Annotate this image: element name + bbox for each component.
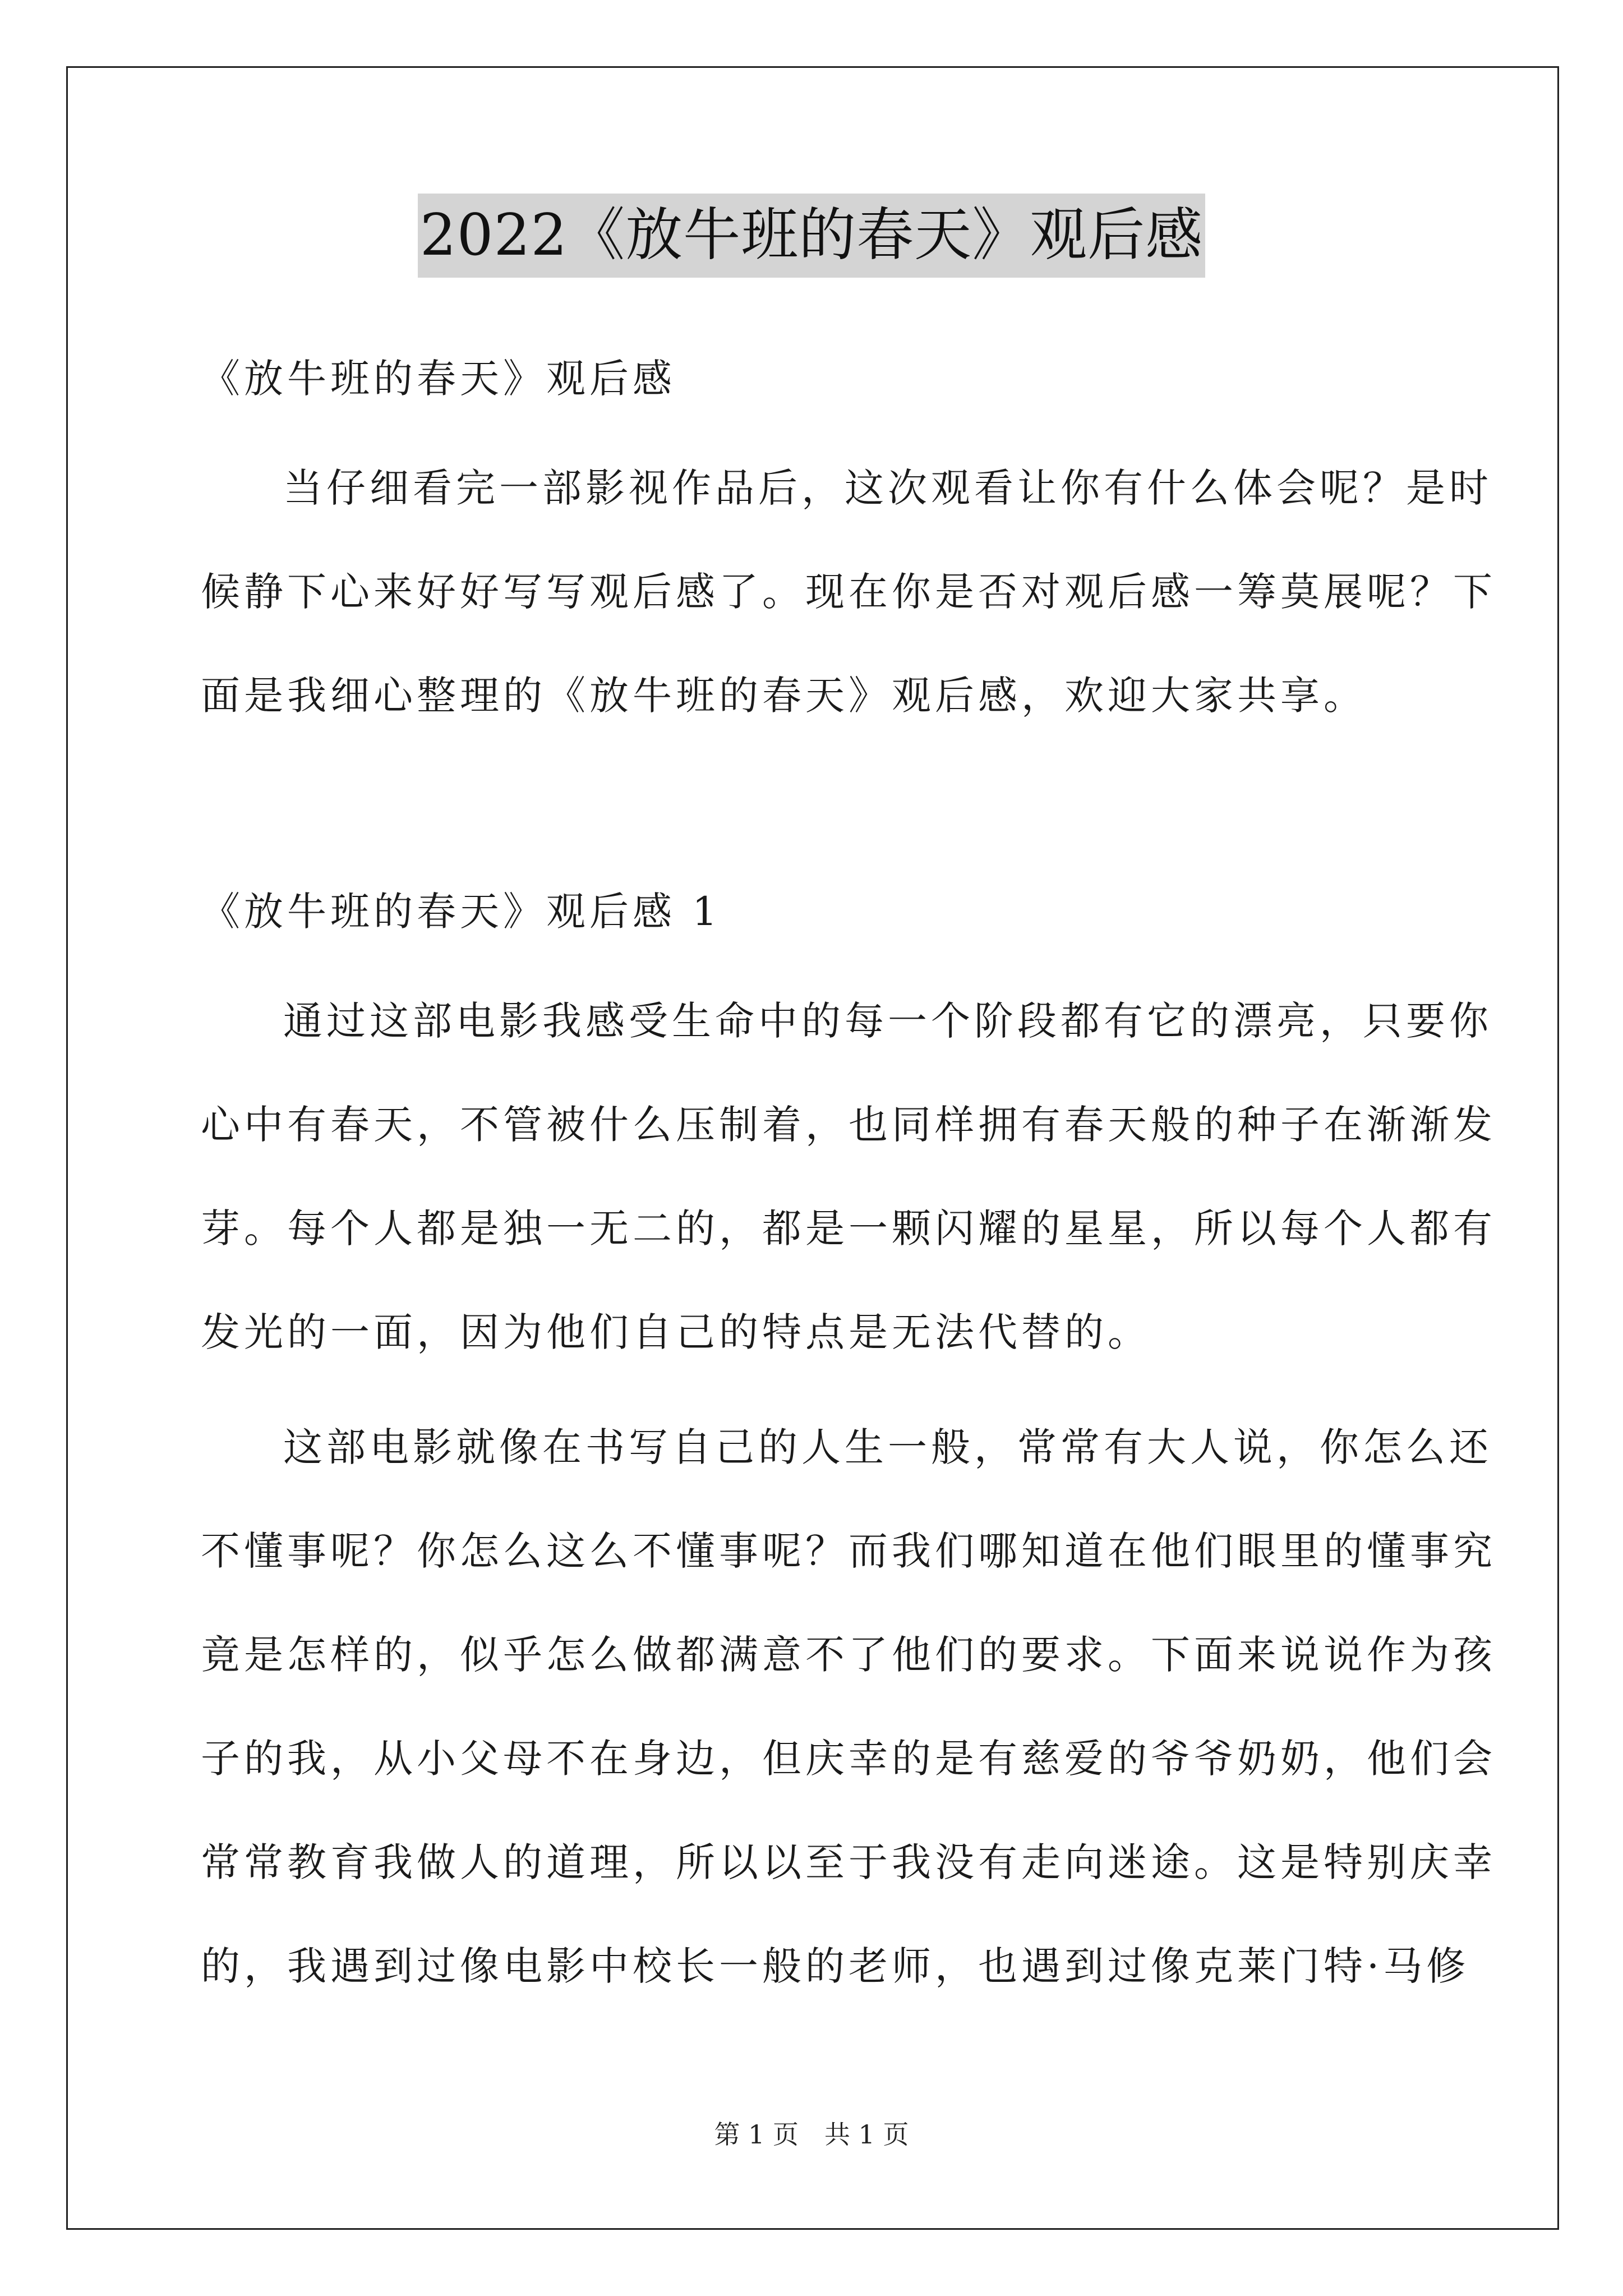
intro-line-2: 候静下心来好好写写观后感了。现在你是否对观后感一筹莫展呢？下 bbox=[201, 569, 1496, 615]
para2-line-4: 子的我，从小父母不在身边，但庆幸的是有慈爱的爷爷奶奶，他们会 bbox=[201, 1736, 1496, 1782]
title-container bbox=[0, 194, 1623, 278]
para1-line-3: 芽。每个人都是独一无二的，都是一颗闪耀的星星，所以每个人都有 bbox=[201, 1205, 1496, 1251]
para2-line-5: 常常教育我做人的道理，所以以至于我没有走向迷途。这是特别庆幸 bbox=[201, 1839, 1496, 1885]
para1-line-2: 心中有春天，不管被什么压制着，也同样拥有春天般的种子在渐渐发 bbox=[201, 1102, 1496, 1148]
para2-line-6: 的，我遇到过像电影中校长一般的老师，也遇到过像克莱门特·马修 bbox=[201, 1943, 1470, 1989]
page-footer: 第 1 页 共 1 页 bbox=[714, 2119, 909, 2150]
para1-line-1: 通过这部电影我感受生命中的每一个阶段都有它的漂亮，只要你 bbox=[283, 998, 1492, 1044]
para2-line-2: 不懂事呢？你怎么这么不懂事呢？而我们哪知道在他们眼里的懂事究 bbox=[201, 1528, 1496, 1574]
document-title: 2022《放牛班的春天》观后感 bbox=[418, 194, 1206, 278]
document-subtitle: 《放牛班的春天》观后感 bbox=[201, 356, 676, 402]
para1-line-4: 发光的一面，因为他们自己的特点是无法代替的。 bbox=[201, 1309, 1151, 1355]
intro-line-3: 面是我细心整理的《放牛班的春天》观后感，欢迎大家共享。 bbox=[201, 673, 1367, 719]
para2-line-1: 这部电影就像在书写自己的人生一般，常常有大人说，你怎么还 bbox=[283, 1424, 1492, 1470]
section-heading: 《放牛班的春天》观后感 1 bbox=[201, 889, 721, 935]
para2-line-3: 竟是怎样的，似乎怎么做都满意不了他们的要求。下面来说说作为孩 bbox=[201, 1632, 1496, 1678]
intro-line-1: 当仔细看完一部影视作品后，这次观看让你有什么体会呢？是时 bbox=[283, 465, 1492, 511]
